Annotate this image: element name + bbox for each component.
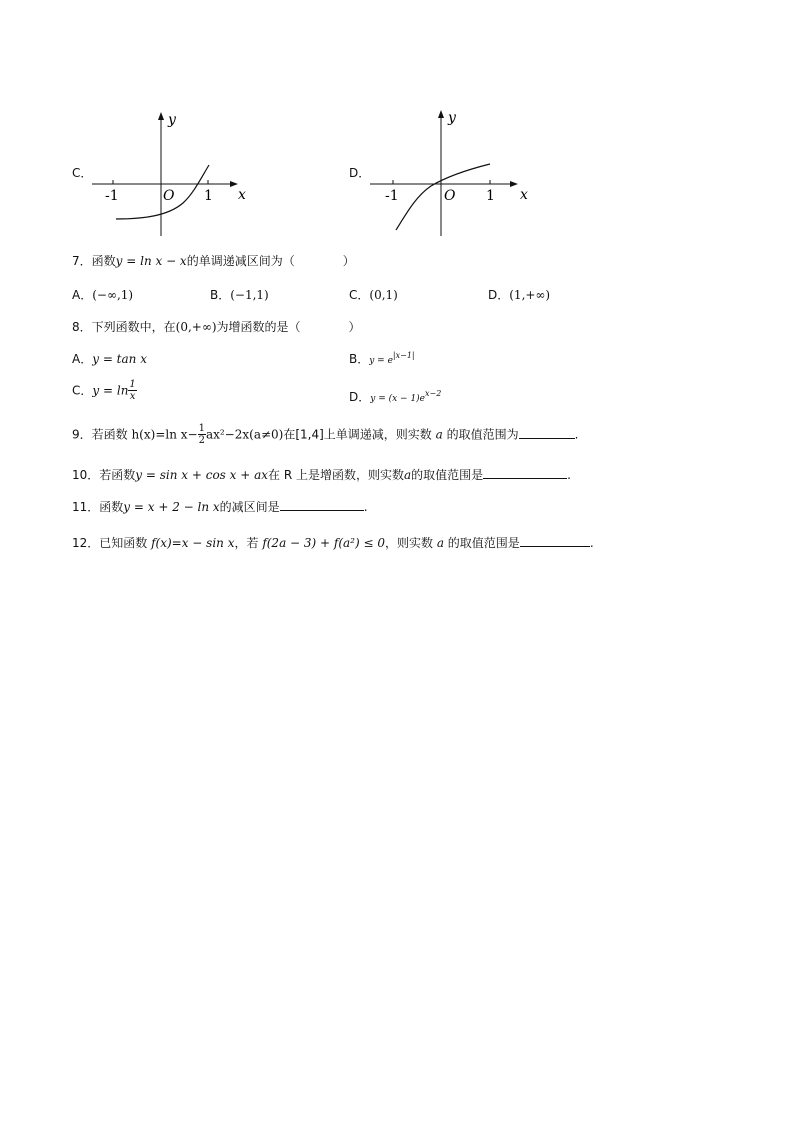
question-10: 10．若函数y = sin x + cos x + ax在 R 上是增函数，则实数a的取值范围是 . bbox=[72, 468, 571, 482]
graph-d-origin: O bbox=[444, 188, 456, 204]
q7-func: y = ln x − x bbox=[115, 254, 187, 268]
q12-answer-blank[interactable] bbox=[520, 534, 590, 547]
q8-option-b[interactable]: B．$y = e^{|x-1|}$ bbox=[349, 351, 415, 366]
q7-prefix: 7．函数 bbox=[72, 254, 116, 268]
graph-c-x-arrow bbox=[230, 181, 238, 187]
question-12: 12．已知函数 f(x)=x − sin x，若 f(2a − 3) + f(a²) ≤ 0，则实数 a 的取值范围是 . bbox=[72, 536, 594, 550]
q7-option-b[interactable]: B．(−1,1) bbox=[210, 288, 269, 302]
graph-d-tick-pos: 1 bbox=[486, 188, 495, 204]
q7-option-a[interactable]: A．(−∞,1) bbox=[72, 288, 134, 302]
q8-option-a[interactable]: A．y = tan x bbox=[72, 352, 147, 366]
q9-fraction: $\frac{1}{2}$ bbox=[198, 423, 205, 446]
graph-d-y-label: y bbox=[448, 110, 456, 126]
question-11: 11．函数y = x + 2 − ln x的减区间是 . bbox=[72, 500, 368, 514]
graph-c bbox=[88, 108, 258, 240]
graph-d-label: D． bbox=[349, 166, 371, 180]
graph-c-tick-pos: 1 bbox=[204, 188, 213, 204]
q7-option-c[interactable]: C．(0,1) bbox=[349, 288, 398, 302]
q7-suffix: 的单调递减区间为（ ） bbox=[186, 254, 355, 268]
graph-d-tick-neg: -1 bbox=[385, 188, 399, 204]
q10-answer-blank[interactable] bbox=[483, 466, 567, 479]
graph-c-label: C． bbox=[72, 166, 93, 180]
graph-c-x-label: x bbox=[238, 187, 246, 203]
graph-d bbox=[366, 106, 536, 238]
q7-option-d[interactable]: D．(1,+∞) bbox=[488, 288, 551, 302]
question-8: 8．下列函数中，在(0,+∞)为增函数的是（ ） bbox=[72, 320, 361, 334]
q9-answer-blank[interactable] bbox=[519, 426, 575, 439]
q11-answer-blank[interactable] bbox=[280, 498, 364, 511]
graph-c-tick-neg: -1 bbox=[105, 188, 119, 204]
graph-d-y-arrow bbox=[438, 110, 444, 118]
graph-d-x-label: x bbox=[520, 187, 528, 203]
q8-option-c[interactable]: C．y = ln $\frac{1}{x}$ bbox=[72, 379, 136, 402]
graph-d-x-arrow bbox=[510, 181, 518, 187]
graph-c-y-arrow bbox=[158, 112, 164, 120]
q8-c-fraction: $\frac{1}{x}$ bbox=[129, 379, 136, 402]
graph-c-origin: O bbox=[163, 188, 175, 204]
graph-d-curve bbox=[396, 164, 490, 230]
question-7 bbox=[72, 252, 355, 269]
graph-c-y-label: y bbox=[168, 112, 176, 128]
q8-option-d[interactable]: D．$y = (x - 1)e^{x-2}$ bbox=[349, 389, 442, 404]
q8-interval: (0,+∞) bbox=[175, 320, 217, 334]
question-9: 9．若函数 h(x)=ln x− $\frac{1}{2}$ ax²−2x(a≠0)在[1,4]上单调递减，则实数 a 的取值范围为 . bbox=[72, 423, 579, 446]
